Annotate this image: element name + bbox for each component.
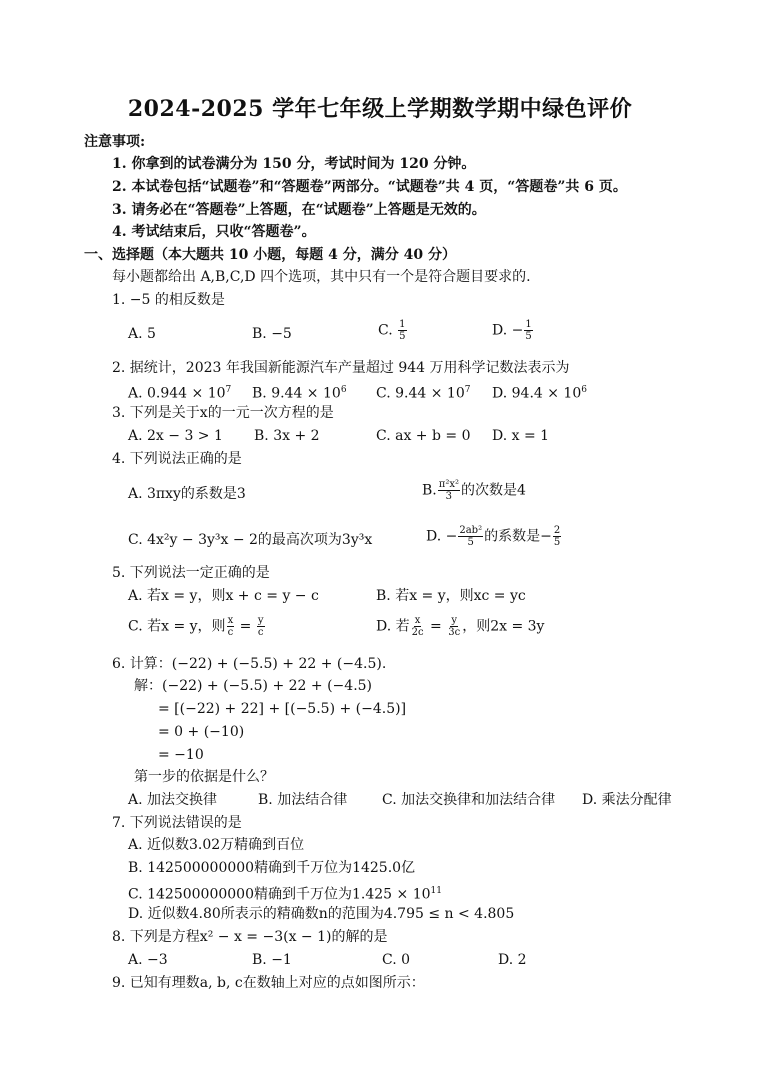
q4-option-d: D. − $\frac{\text{2ab²}}{5}$ 的系数是− $\frac{2}{5}$ <box>426 525 561 548</box>
page-title: 2024-2025 学年七年级上学期数学期中绿色评价 <box>127 96 633 122</box>
question-5-stem: 5. 下列说法一定正确的是 <box>112 565 270 581</box>
q6-step-1: 解：(−22) + (−5.5) + 22 + (−4.5) <box>134 678 373 694</box>
q8-option-b: B. −1 <box>252 952 292 968</box>
q6-option-c: C. 加法交换律和加法结合律 <box>382 792 556 808</box>
section-heading: 一、选择题（本大题共 10 小题，每题 4 分，满分 40 分） <box>84 247 456 263</box>
q2-option-d: D. $94.4 \times 10^6$ <box>492 385 587 402</box>
q3-option-d: D. x = 1 <box>492 428 550 444</box>
q1-option-d: D. − $\frac{1}{5}$ <box>492 319 532 342</box>
q6-option-b: B. 加法结合律 <box>258 792 348 808</box>
notice-heading: 注意事项: <box>84 134 146 150</box>
question-6-stem: 6. 计算：(−22) + (−5.5) + 22 + (−4.5). <box>112 656 387 672</box>
q4-option-b: B. $\frac{\text{π²x²}}{3}$ 的次数是4 <box>422 479 526 502</box>
q2-option-a: A. $0.944 \times 10^7$ <box>128 385 232 402</box>
q3-option-b: B. 3x + 2 <box>254 428 320 444</box>
q5-option-d: D. 若 $\frac{x}{2c}$ = $\frac{y}{3c}$ ，则2x = 3y <box>376 615 545 638</box>
notice-item-4: 4. 考试结束后，只收“答题卷”。 <box>112 224 316 240</box>
q1-option-b: B. −5 <box>252 326 292 342</box>
q7-option-b: B. 142500000000精确到千万位为1425.0亿 <box>128 860 416 876</box>
q4-option-c: C. 4x²y − 3y³x − 2的最高次项为3y³x <box>128 532 373 548</box>
question-8-stem: 8. 下列是方程x² − x = −3(x − 1)的解的是 <box>112 929 388 945</box>
question-1-stem: 1. −5 的相反数是 <box>112 292 225 308</box>
q5-option-a: A. 若x = y，则x + c = y − c <box>128 588 319 604</box>
q5-option-b: B. 若x = y，则xc = yc <box>376 588 526 604</box>
question-3-stem: 3. 下列是关于x的一元一次方程的是 <box>112 405 334 421</box>
q6-option-a: A. 加法交换律 <box>128 792 218 808</box>
q8-option-c: C. 0 <box>382 952 411 968</box>
question-7-stem: 7. 下列说法错误的是 <box>112 815 242 831</box>
q6-step-3: = 0 + (−10) <box>158 724 245 740</box>
q1-option-a: A. 5 <box>128 326 156 342</box>
q1-option-c: C. $\frac{1}{5}$ <box>378 319 406 342</box>
q6-step-2: = [(−22) + 22] + [(−5.5) + (−4.5)] <box>158 701 407 717</box>
question-2-stem: 2. 据统计，2023 年我国新能源汽车产量超过 944 万用科学记数法表示为 <box>112 360 570 376</box>
q7-option-d: D. 近似数4.80所表示的精确数n的范围为4.795 ≤ n < 4.805 <box>128 906 515 922</box>
question-9-stem: 9. 已知有理数a, b, c在数轴上对应的点如图所示： <box>112 975 425 991</box>
q7-option-c: C. 142500000000精确到千万位为$1.425 \times 10^{11}$ <box>128 886 442 903</box>
q4-option-a: A. 3πxy的系数是3 <box>128 486 246 502</box>
q3-option-c: C. ax + b = 0 <box>376 428 471 444</box>
q7-option-a: A. 近似数3.02万精确到百位 <box>128 837 305 853</box>
q3-option-a: A. 2x − 3 > 1 <box>128 428 223 444</box>
notice-item-3: 3. 请务必在“答题卷”上答题，在“试题卷”上答题是无效的。 <box>112 202 486 218</box>
q6-step-4: = −10 <box>158 747 204 763</box>
q2-option-b: B. $9.44 \times 10^6$ <box>252 385 347 402</box>
q6-question: 第一步的依据是什么？ <box>134 769 274 785</box>
q5-option-c: C. 若x = y，则 $\frac{x}{c}$ = $\frac{y}{c}$ <box>128 615 264 638</box>
q2-option-c: C. $9.44 \times 10^7$ <box>376 385 471 402</box>
q6-option-d: D. 乘法分配律 <box>582 792 672 808</box>
q8-option-d: D. 2 <box>498 952 527 968</box>
notice-item-1: 1. 你拿到的试卷满分为 150 分，考试时间为 120 分钟。 <box>112 156 476 172</box>
notice-item-2: 2. 本试卷包括“试题卷”和“答题卷”两部分。“试题卷”共 4 页，“答题卷”共 6 页。 <box>112 179 627 195</box>
section-instruction: 每小题都给出 A,B,C,D 四个选项，其中只有一个是符合题目要求的. <box>112 269 531 285</box>
question-4-stem: 4. 下列说法正确的是 <box>112 451 242 467</box>
q8-option-a: A. −3 <box>128 952 168 968</box>
